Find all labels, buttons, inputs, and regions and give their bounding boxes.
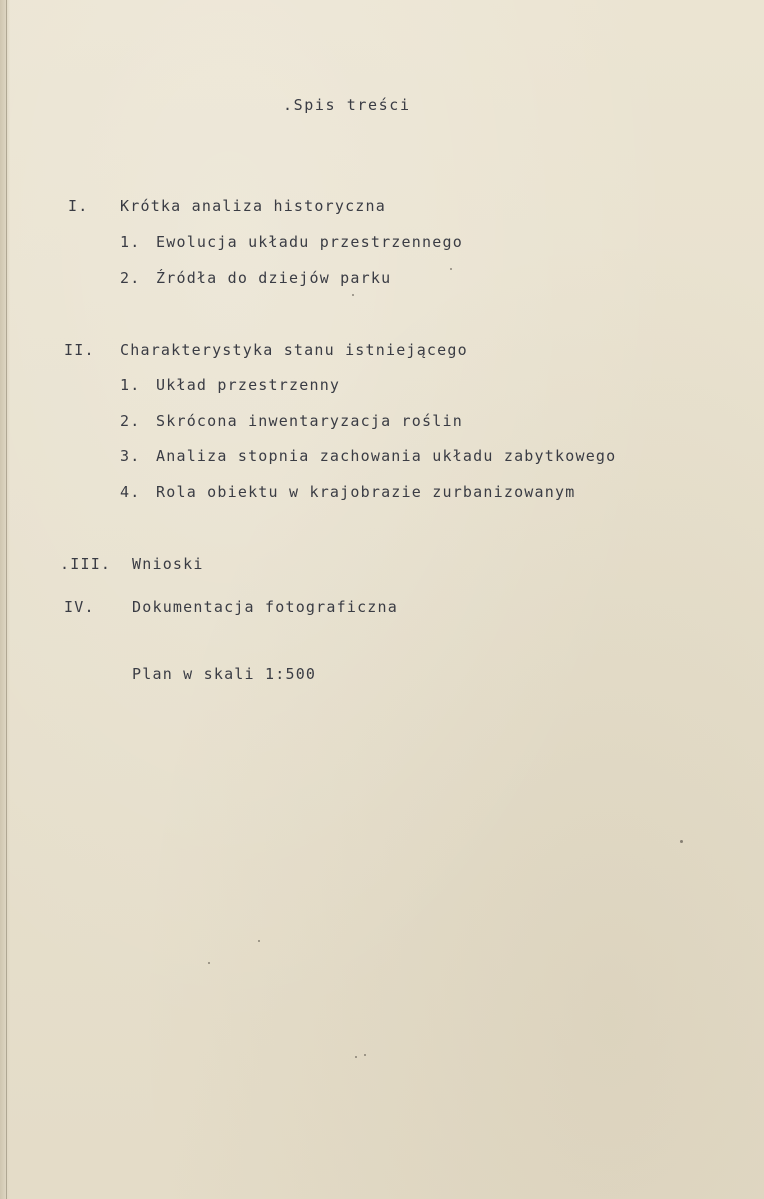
section-numeral: .III. xyxy=(60,555,112,573)
item-number: 2. xyxy=(120,269,141,287)
paper-speck xyxy=(352,294,354,296)
item-text: Układ przestrzenny xyxy=(156,376,341,394)
item-number: 1. xyxy=(120,233,141,251)
plan-scale-note: Plan w skali 1:500 xyxy=(132,665,317,683)
item-text: Analiza stopnia zachowania układu zabytkowego xyxy=(156,447,617,465)
page-left-edge xyxy=(0,0,10,1199)
page-fold-line xyxy=(6,0,7,1199)
section-heading: Wnioski xyxy=(132,555,204,573)
paper-speck xyxy=(258,940,260,942)
item-text: Skrócona inwentaryzacja roślin xyxy=(156,412,463,430)
item-number: 3. xyxy=(120,447,141,465)
section-heading: Charakterystyka stanu istniejącego xyxy=(120,341,468,359)
section-heading: Krótka analiza historyczna xyxy=(120,197,386,215)
paper-speck xyxy=(355,1056,357,1058)
item-text: Rola obiektu w krajobrazie zurbanizowanym xyxy=(156,483,576,501)
item-text: Ewolucja układu przestrzennego xyxy=(156,233,463,251)
item-number: 2. xyxy=(120,412,141,430)
item-text: Źródła do dziejów parku xyxy=(156,269,392,287)
section-numeral: II. xyxy=(64,341,95,359)
paper-speck xyxy=(208,962,210,964)
item-number: 1. xyxy=(120,376,141,394)
section-numeral: IV. xyxy=(64,598,95,616)
paper-speck xyxy=(364,1054,366,1056)
item-number: 4. xyxy=(120,483,141,501)
paper-speck xyxy=(680,840,683,843)
page-title: .Spis treści xyxy=(283,96,411,114)
section-heading: Dokumentacja fotograficzna xyxy=(132,598,398,616)
paper-speck xyxy=(450,268,452,270)
section-numeral: I. xyxy=(68,197,89,215)
